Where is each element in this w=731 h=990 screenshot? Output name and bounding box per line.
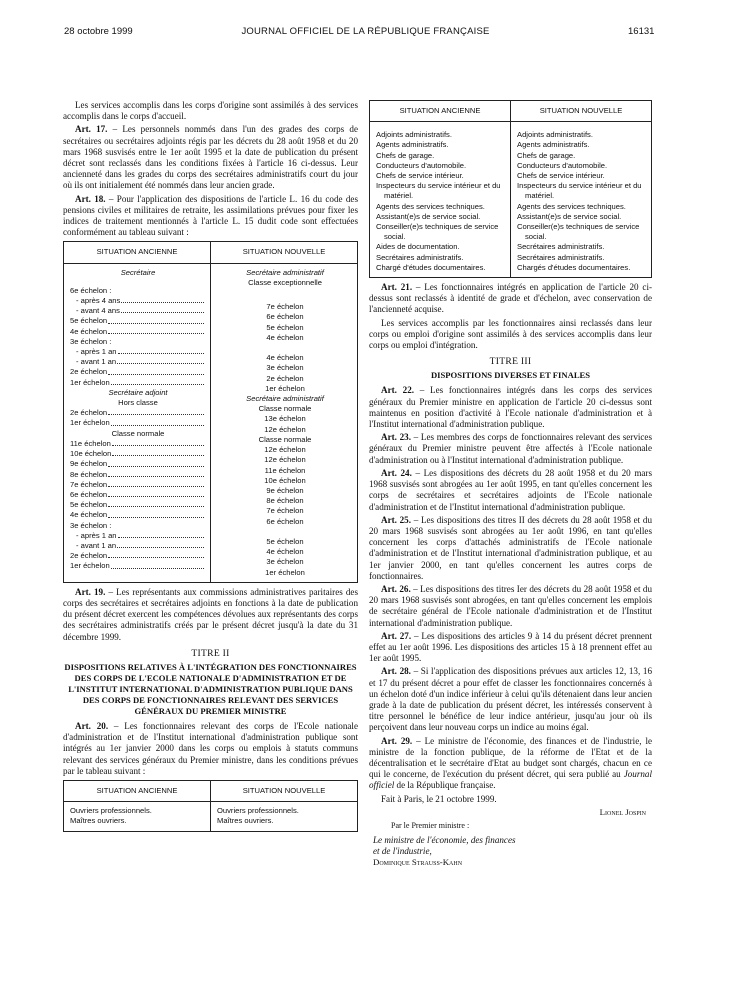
table-row <box>70 470 206 480</box>
table-row: Classe normale <box>111 428 165 438</box>
table-row <box>70 449 206 459</box>
article-text: – Les dispositions des articles 9 à 14 du présent décret prennent effet au 1er août 1996. Les dispositions des articles 15 à 18 prennent effet au 1er août 1995. <box>369 630 652 664</box>
article-label: Art. 24. <box>381 467 412 478</box>
row-label: - avant 1 an <box>76 357 117 367</box>
table-row <box>70 500 206 510</box>
table-row: 7e échelon <box>266 506 304 516</box>
table-row: Secrétaire administratif <box>246 267 324 277</box>
table-row: Agents des services techniques. <box>517 201 626 211</box>
dot-leader <box>108 408 204 415</box>
dot-leader <box>121 296 204 303</box>
journal-title: JOURNAL OFFICIEL DE LA RÉPUBLIQUE FRANÇAISE <box>241 26 490 37</box>
table-row <box>70 316 206 326</box>
row-label: 8e échelon <box>70 469 108 479</box>
table-row <box>70 306 206 316</box>
table-row: Agents administratifs. <box>517 140 590 150</box>
table-row: 2e échelon <box>266 373 304 383</box>
table-row <box>70 480 206 490</box>
row-label: - avant 4 ans <box>76 306 120 316</box>
row-label: 9e échelon <box>70 459 108 469</box>
table-row: Secrétaires administratifs. <box>517 242 605 252</box>
table-row: Adjoints administratifs. <box>517 130 593 140</box>
dot-leader <box>108 490 204 497</box>
header-new-situation: SITUATION NOUVELLE <box>242 247 326 257</box>
article-27 <box>369 631 652 665</box>
table-row: Classe normale <box>258 434 312 444</box>
titre-3: TITRE III <box>489 356 532 368</box>
table-body <box>64 802 357 830</box>
header-new-situation: SITUATION NOUVELLE <box>242 785 326 795</box>
table-row: Inspecteurs du service intérieur et du matériel. <box>376 181 501 201</box>
minister-title: Le ministre de l'économie, des finances et de l'industrie, <box>373 835 516 857</box>
row-label: 11e échelon <box>70 438 111 448</box>
table-row: Conducteurs d'automobile. <box>376 160 467 170</box>
left-column <box>63 100 358 836</box>
table-row <box>70 357 206 367</box>
article-text: – Les fonctionnaires intégrés en application de l'article 20 ci-dessus sont reclassés à identité de grade et d'échelon, avec conservation de l'ancienneté acquise. <box>369 282 653 315</box>
table-row: Ouvriers professionnels. <box>217 806 299 816</box>
table-row <box>70 327 206 337</box>
row-label: - après 1 an <box>76 530 117 540</box>
table-row: Agents des services techniques. <box>376 201 485 211</box>
table-row: Hors classe <box>118 398 158 408</box>
row-label: 1er échelon <box>70 561 110 571</box>
row-label: 2e échelon <box>70 551 108 561</box>
header-old-situation: SITUATION ANCIENNE <box>64 242 211 262</box>
article-21-paragraph-2: Les services accomplis par les fonctionnaires ainsi reclassés dans leur corps ou emploi d'origine sont assimilés à des services accomplis dans leur corps ou emploi d'intégration. <box>369 317 652 351</box>
titre-3-heading: DISPOSITIONS DIVERSES ET FINALES <box>430 370 591 381</box>
row-label: 2e échelon <box>70 408 108 418</box>
table-row: 7e échelon <box>266 302 304 312</box>
table-row <box>70 296 206 306</box>
article-29 <box>369 736 652 792</box>
dot-leader <box>108 510 204 517</box>
article-text: – Le ministre de l'économie, des finances et de l'industrie, le ministre de la fonction publique, de la réforme de l'Etat et de la décentralisation et le secrétaire d'Etat au budget sont chargés, chacun en ce qui le concerne, de l'exécution du présent décret, qui sera publié au <box>369 735 653 780</box>
article-label: Art. 21. <box>381 282 413 293</box>
article-text: – Les fonctionnaires relevant des corps de l'Ecole nationale d'administration et de l'Institut international d'administration publique sont intégrés au 1er janvier 2000 dans les corps ou emplois à statuts communs relevant des services généraux du Premier ministre, dans les conditions prévues par le tableau suivant : <box>63 720 358 776</box>
row-label: - après 4 ans <box>76 296 121 306</box>
table-row: Secrétaire adjoint <box>108 387 168 397</box>
article-18 <box>63 194 358 239</box>
table-row: Conseiller(e)s techniques de service social. <box>376 222 499 242</box>
table-row: Maîtres ouvriers. <box>217 816 274 826</box>
right-column <box>369 100 652 868</box>
article-20 <box>63 721 358 777</box>
article-label: Art. 17. <box>75 124 108 135</box>
header-new-situation: SITUATION NOUVELLE <box>539 106 623 115</box>
table-row: Adjoints administratifs. <box>376 130 452 140</box>
row-label: 6e échelon <box>70 489 108 499</box>
article-text: de la République française. <box>394 780 496 791</box>
table-row: Aides de documentation. <box>376 242 460 252</box>
table-row: 12e échelon <box>264 455 306 465</box>
table-row: Chefs de service intérieur. <box>517 171 605 181</box>
table-header <box>370 101 651 122</box>
table-row: Chargé d'études documentaires. <box>376 262 486 272</box>
new-situation-column <box>511 122 651 277</box>
table-row: 1er échelon <box>265 567 305 577</box>
row-label: 5e échelon <box>70 500 108 510</box>
table-row <box>70 551 206 561</box>
table-pension-assimilation <box>63 241 358 582</box>
table-row: 3e échelon <box>266 363 304 373</box>
minister-name: Dominique Strauss-Kahn <box>373 857 463 868</box>
dot-leader <box>111 418 204 425</box>
dot-leader <box>118 347 204 354</box>
table-integration-workers <box>63 780 358 832</box>
article-19 <box>63 587 358 643</box>
table-header <box>64 242 357 263</box>
table-header <box>64 781 357 802</box>
table-row <box>70 561 206 571</box>
page-number: 16131 <box>628 26 655 37</box>
table-row: 9e échelon <box>266 485 304 495</box>
table-row <box>70 510 206 520</box>
table-row: Conducteurs d'automobile. <box>517 160 608 170</box>
row-label: 1er échelon <box>70 377 110 387</box>
row-label: 5e échelon <box>70 316 108 326</box>
article-28 <box>369 666 652 733</box>
dot-leader <box>108 470 204 477</box>
table-row <box>217 343 353 353</box>
row-label: - avant 1 an <box>76 540 117 550</box>
signatory-prime-minister: Lionel Jospin <box>599 806 646 817</box>
article-label: Art. 23. <box>381 432 411 443</box>
table-row <box>70 378 206 388</box>
table-row: Secrétaire <box>120 267 156 277</box>
dot-leader <box>108 327 204 334</box>
article-label: Art. 18. <box>75 193 106 204</box>
table-row: Assistant(e)s de service social. <box>517 211 622 221</box>
table-row <box>70 541 206 551</box>
table-row: 4e échelon <box>266 353 304 363</box>
table-row <box>70 367 206 377</box>
intro-paragraph: Les services accomplis dans les corps d'origine sont assimilés à des services accomplis dans le corps d'accueil. <box>63 100 358 122</box>
dot-leader <box>121 306 204 313</box>
table-row: Maîtres ouvriers. <box>70 816 127 826</box>
table-row: Conseiller(e)s techniques de service social. <box>517 222 640 242</box>
table-row <box>70 531 206 541</box>
titre-2-heading: DISPOSITIONS RELATIVES À L'INTÉGRATION DES FONCTIONNAIRES DES CORPS DE L'ECOLE NATIONALE D'ADMINISTRATION ET DE L'INSTITUT INTERNATIONAL D'ADMINISTRATION PUBLIQUE DANS DES CORPS DE FONCTIONNAIRES RELEVANT DES SERVICES GÉNÉRAUX DU PREMIER MINISTRE <box>64 661 357 716</box>
table-integration-corps <box>369 100 652 278</box>
dot-leader <box>117 357 204 364</box>
table-body <box>370 122 651 277</box>
new-situation-column <box>211 264 357 582</box>
article-23 <box>369 432 652 466</box>
article-22 <box>369 385 652 430</box>
article-text: – Les représentants aux commissions administratives paritaires des corps des secrétaires et secrétaires adjoints en fonctions à la date de publication du présent décret exercent les compétences dévolues aux représentants des corps des secrétaires administratifs créés par le présent décret jusqu'à la date du 31 décembre 1999. <box>63 586 359 642</box>
header-old-situation: SITUATION ANCIENNE <box>370 101 511 121</box>
table-row: 10e échelon <box>264 475 306 485</box>
dot-leader <box>111 561 204 568</box>
article-24 <box>369 468 652 513</box>
dot-leader <box>111 378 204 385</box>
journal-name: Journal officiel <box>369 769 652 791</box>
old-situation-column <box>64 802 211 830</box>
row-label: 4e échelon <box>70 326 108 336</box>
table-row: Chefs de service intérieur. <box>376 171 464 181</box>
article-label: Art. 29. <box>381 735 413 746</box>
table-row <box>70 439 206 449</box>
dot-leader <box>108 316 204 323</box>
article-label: Art. 19. <box>75 586 106 597</box>
article-label: Art. 28. <box>381 666 411 677</box>
table-row: 13e échelon <box>264 414 306 424</box>
table-row: 3e échelon <box>266 557 304 567</box>
table-row: 8e échelon <box>266 496 304 506</box>
article-label: Art. 27. <box>381 630 412 641</box>
article-21 <box>369 282 652 316</box>
row-label: 10e échelon <box>70 449 112 459</box>
article-text: – Les fonctionnaires intégrés dans les corps des services généraux du Premier ministre en application de l'article 20 ci-dessus sont maintenus en position d'activité à l'Ecole nationale d'administration et à l'Institut international d'administration publique. <box>369 385 652 430</box>
table-body <box>64 264 357 582</box>
header-old-situation: SITUATION ANCIENNE <box>64 781 211 801</box>
dot-leader <box>108 459 204 466</box>
table-row: 5e échelon <box>266 322 304 332</box>
table-row: Chefs de garage. <box>376 150 435 160</box>
by-prime-minister: Par le Premier ministre : <box>391 820 470 830</box>
table-row <box>217 527 353 537</box>
article-label: Art. 20. <box>75 720 109 731</box>
article-text: – Pour l'application des dispositions de l'article L. 16 du code des pensions civiles et militaires de retraite, les assimilations prévues pour fixer les indices de traitement mentionnés à l'article L. 15 dudit code sont effectuées conformément au tableau suivant : <box>63 193 358 238</box>
article-text: – Si l'application des dispositions prévues aux articles 12, 13, 16 et 17 du présent décret a pour effet de classer les fonctionnaires concernés à un échelon doté d'un indice inférieur à celui qu'ils détenaient dans leur ancien grade à la date de publication du présent décret, les intéressés conservent à titre personnel le bénéfice de leur indice antérieur, jusqu'au jour où ils perçoivent dans leur nouveau corps un indice au moins égal. <box>369 666 652 733</box>
table-row: Agents administratifs. <box>376 140 449 150</box>
table-row <box>70 459 206 469</box>
new-situation-column <box>211 802 357 830</box>
article-25 <box>369 515 652 582</box>
old-situation-column <box>64 264 211 582</box>
article-text: – Les personnels nommés dans l'un des grades des corps de secrétaires ou secrétaires adjoints régis par les décrets du 28 août 1958 et du 20 mars 1968 susvisés entre le 1er août 1995 et la date de publication du présent décret sont reclassés dans les conditions fixées à l'article 16 ci-dessus. Leur ancienneté dans les grades du corps des secrétaires administratifs court du jour où ils ont initialement été nommés dans leur ancien grade. <box>63 124 358 191</box>
table-row: 6e échelon <box>266 516 304 526</box>
page-header <box>0 26 731 40</box>
done-at-paris: Fait à Paris, le 21 octobre 1999. <box>381 793 497 804</box>
table-row: 6e échelon : <box>70 285 112 295</box>
table-row <box>70 408 206 418</box>
table-row: 3e échelon : <box>70 336 112 346</box>
dot-leader <box>108 480 204 487</box>
issue-date: 28 octobre 1999 <box>64 26 133 37</box>
old-situation-column <box>370 122 511 277</box>
row-label: 1er échelon <box>70 418 110 428</box>
dot-leader <box>108 551 204 558</box>
table-row: 11e échelon <box>264 465 306 475</box>
table-row: Assistant(e)s de service social. <box>376 211 481 221</box>
row-label: 7e échelon <box>70 479 108 489</box>
table-row <box>70 490 206 500</box>
dot-leader <box>117 541 204 548</box>
dot-leader <box>108 500 204 507</box>
table-row: Secrétaires administratifs. <box>517 252 605 262</box>
table-row: 4e échelon <box>266 332 304 342</box>
article-label: Art. 25. <box>381 514 411 525</box>
article-17 <box>63 124 358 191</box>
article-text: – Les dispositions des titres II des décrets du 28 août 1958 et du 20 mars 1968 susvisés sont abrogées au 1er août 1996, en tant qu'elles concernent les corps d'attachés administratifs de l'Ecole nationale d'administration et de l'Institut international d'administration publique, et au 1er janvier 2000, en tant qu'elles concernent les autres corps de fonctionnaires. <box>369 514 652 581</box>
article-text: – Les dispositions des décrets du 28 août 1958 et du 20 mars 1968 susvisés sont abrogées au 1er août 1995, en tant qu'elles concernent les corps de secrétaires et secrétaires adjoints de l'Ecole nationale d'administration et de l'Institut international d'administration publique. <box>369 467 652 512</box>
table-row: Inspecteurs du service intérieur et du matériel. <box>517 181 642 201</box>
article-26 <box>369 584 652 629</box>
row-label: 2e échelon <box>70 367 108 377</box>
table-row: 3e échelon : <box>70 520 112 530</box>
article-label: Art. 26. <box>381 583 411 594</box>
table-row <box>70 347 206 357</box>
article-text: – Les dispositions des titres Ier des décrets du 28 août 1958 et du 20 mars 1968 susvisés sont abrogées, en tant qu'elles concernent les emplois de secrétaire général de l'Ecole nationale d'administration et de l'Institut international d'administration publique. <box>369 583 653 628</box>
article-text: – Les membres des corps de fonctionnaires relevant des services généraux du Premier ministre peuvent être affectés à l'Ecole nationale d'administration ou à l'Institut international d'administration publique. <box>369 432 653 465</box>
titre-2: TITRE II <box>191 647 230 659</box>
table-row: Secrétaire administratif <box>246 394 324 404</box>
dot-leader <box>108 367 204 374</box>
article-label: Art. 22. <box>381 385 415 396</box>
table-row: Classe exceptionnelle <box>248 277 322 287</box>
table-row: 12e échelon <box>264 424 306 434</box>
table-row: 12e échelon <box>264 445 306 455</box>
dot-leader <box>118 531 204 538</box>
dot-leader <box>112 449 204 456</box>
table-row: 4e échelon <box>266 547 304 557</box>
row-label: - après 1 an <box>76 347 117 357</box>
table-row: Chargés d'études documentaires. <box>517 262 631 272</box>
table-row: 6e échelon <box>266 312 304 322</box>
row-label: 4e échelon <box>70 510 108 520</box>
table-row: 5e échelon <box>266 536 304 546</box>
table-row <box>217 292 353 302</box>
table-row: 1er échelon <box>265 383 305 393</box>
dot-leader <box>112 439 204 446</box>
table-row <box>70 418 206 428</box>
table-row: Ouvriers professionnels. <box>70 806 152 816</box>
table-row: Chefs de garage. <box>517 150 576 160</box>
table-row: Classe normale <box>258 404 312 414</box>
table-row: Secrétaires administratifs. <box>376 252 464 262</box>
